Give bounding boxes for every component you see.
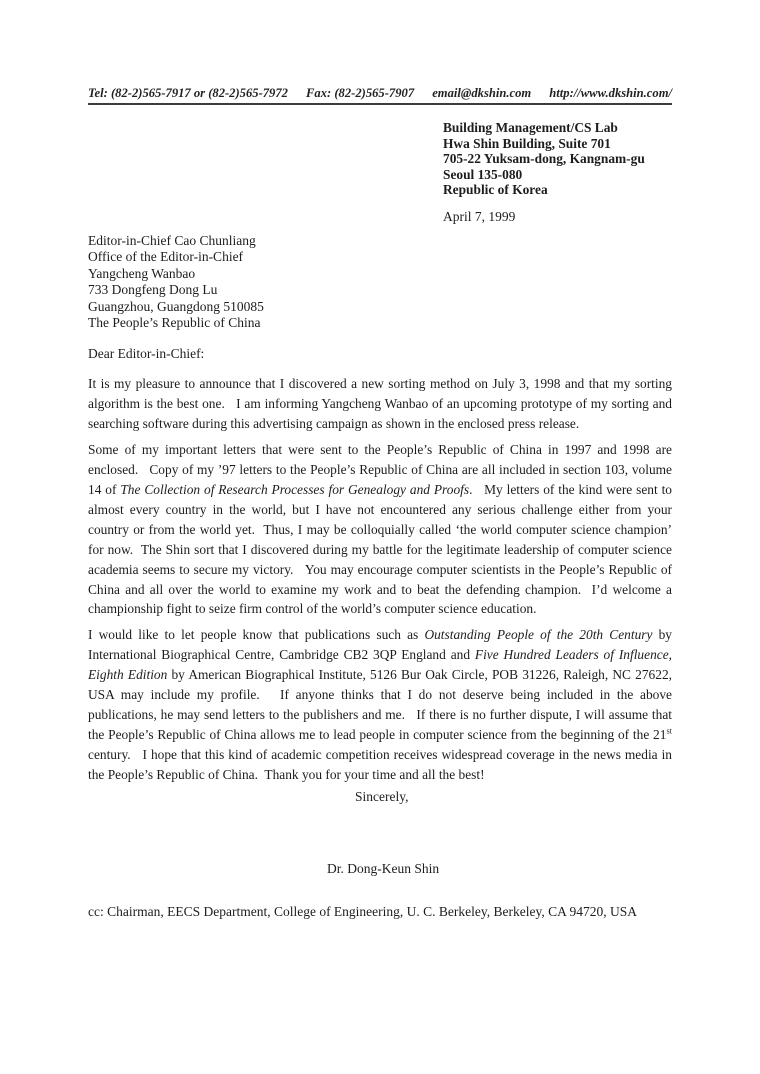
fax-number: Fax: (82-2)565-7907 <box>306 86 415 100</box>
email-address: email@dkshin.com <box>432 86 532 100</box>
salutation: Dear Editor-in-Chief: <box>88 345 205 361</box>
recipient-address-line: Yangcheng Wanbao <box>88 265 196 281</box>
tel-numbers: Tel: (82-2)565-7917 or (82-2)565-7972 <box>88 86 288 100</box>
recipient-address-line: Editor-in-Chief Cao Chunliang <box>88 232 256 248</box>
recipient-address <box>88 233 672 332</box>
body-paragraph-2: Some of my important letters that were sent to the People’s Republic of China in 1997 and 1998 are enclosed. Copy of my ’97 letters to the People’s Republic of China are all included in section 103, volume 14 of The Collection of Research Processes for Genealogy and Proofs. My letters of the kind were sent to almost every country in the world, but I have not encountered any serious challenge either from your country or from the world yet. Thus, I may be colloquially called ‘the world computer science champion’ for now. The Shin sort that I discovered during my battle for the legitimate leadership of computer science academia seems to secure my victory. You may encourage computer scientists in the People’s Republic of China and all over the world to examine my work and to beat the defending champion. I’d welcome a championship fight to seize firm control of the world’s computer science education. <box>88 442 676 617</box>
body-paragraph-3: I would like to let people know that publications such as Outstanding People of the 20th Century by International Biographical Centre, Cambridge CB2 3QP England and Five Hundred Leaders of Influence, Eighth Edition by American Biographical Institute, 5126 Bur Oak Circle, POB 31226, Raleigh, NC 27622, USA may include my profile. If anyone thinks that I do not deserve being included in the above publications, he may send letters to the publishers and me. If there is no further dispute, I will assume that the People’s Republic of China allows me to lead people in computer science from the beginning of the 21st century. I hope that this kind of academic competition receives widespread coverage in the news media in the People’s Republic of China. Thank you for your time and all the best! <box>88 627 676 782</box>
recipient-address-line: Office of the Editor-in-Chief <box>88 249 244 265</box>
cc-line: cc: Chairman, EECS Department, College of Engineering, U. C. Berkeley, Berkeley, CA 94720, USA <box>88 903 638 919</box>
website-url: http://www.dkshin.com/ <box>549 86 672 100</box>
recipient-address-line: 733 Dongfeng Dong Lu <box>88 282 218 298</box>
sender-address-line: Hwa Shin Building, Suite 701 <box>443 135 611 151</box>
sender-address-line: Building Management/CS Lab <box>443 120 618 135</box>
closing: Sincerely, <box>355 788 409 804</box>
letter-date: April 7, 1999 <box>443 208 516 224</box>
sender-address-line: Republic of Korea <box>443 182 548 198</box>
contact-header <box>88 86 672 105</box>
recipient-address-line: The People’s Republic of China <box>88 315 261 331</box>
body-paragraph-1: It is my pleasure to announce that I discovered a new sorting method on July 3, 1998 and that my sorting algorithm is the best one. I am informing Yangcheng Wanbao of an upcoming prototype of my sorting and searching software during this advertising campaign as shown in the enclosed press release. <box>88 376 676 432</box>
recipient-address-line: Guangzhou, Guangdong 510085 <box>88 298 264 314</box>
signature-name: Dr. Dong-Keun Shin <box>327 861 440 877</box>
sender-address <box>443 120 672 198</box>
sender-address-line: 705-22 Yuksam-dong, Kangnam-gu <box>443 151 645 167</box>
sender-address-line: Seoul 135-080 <box>443 166 523 182</box>
